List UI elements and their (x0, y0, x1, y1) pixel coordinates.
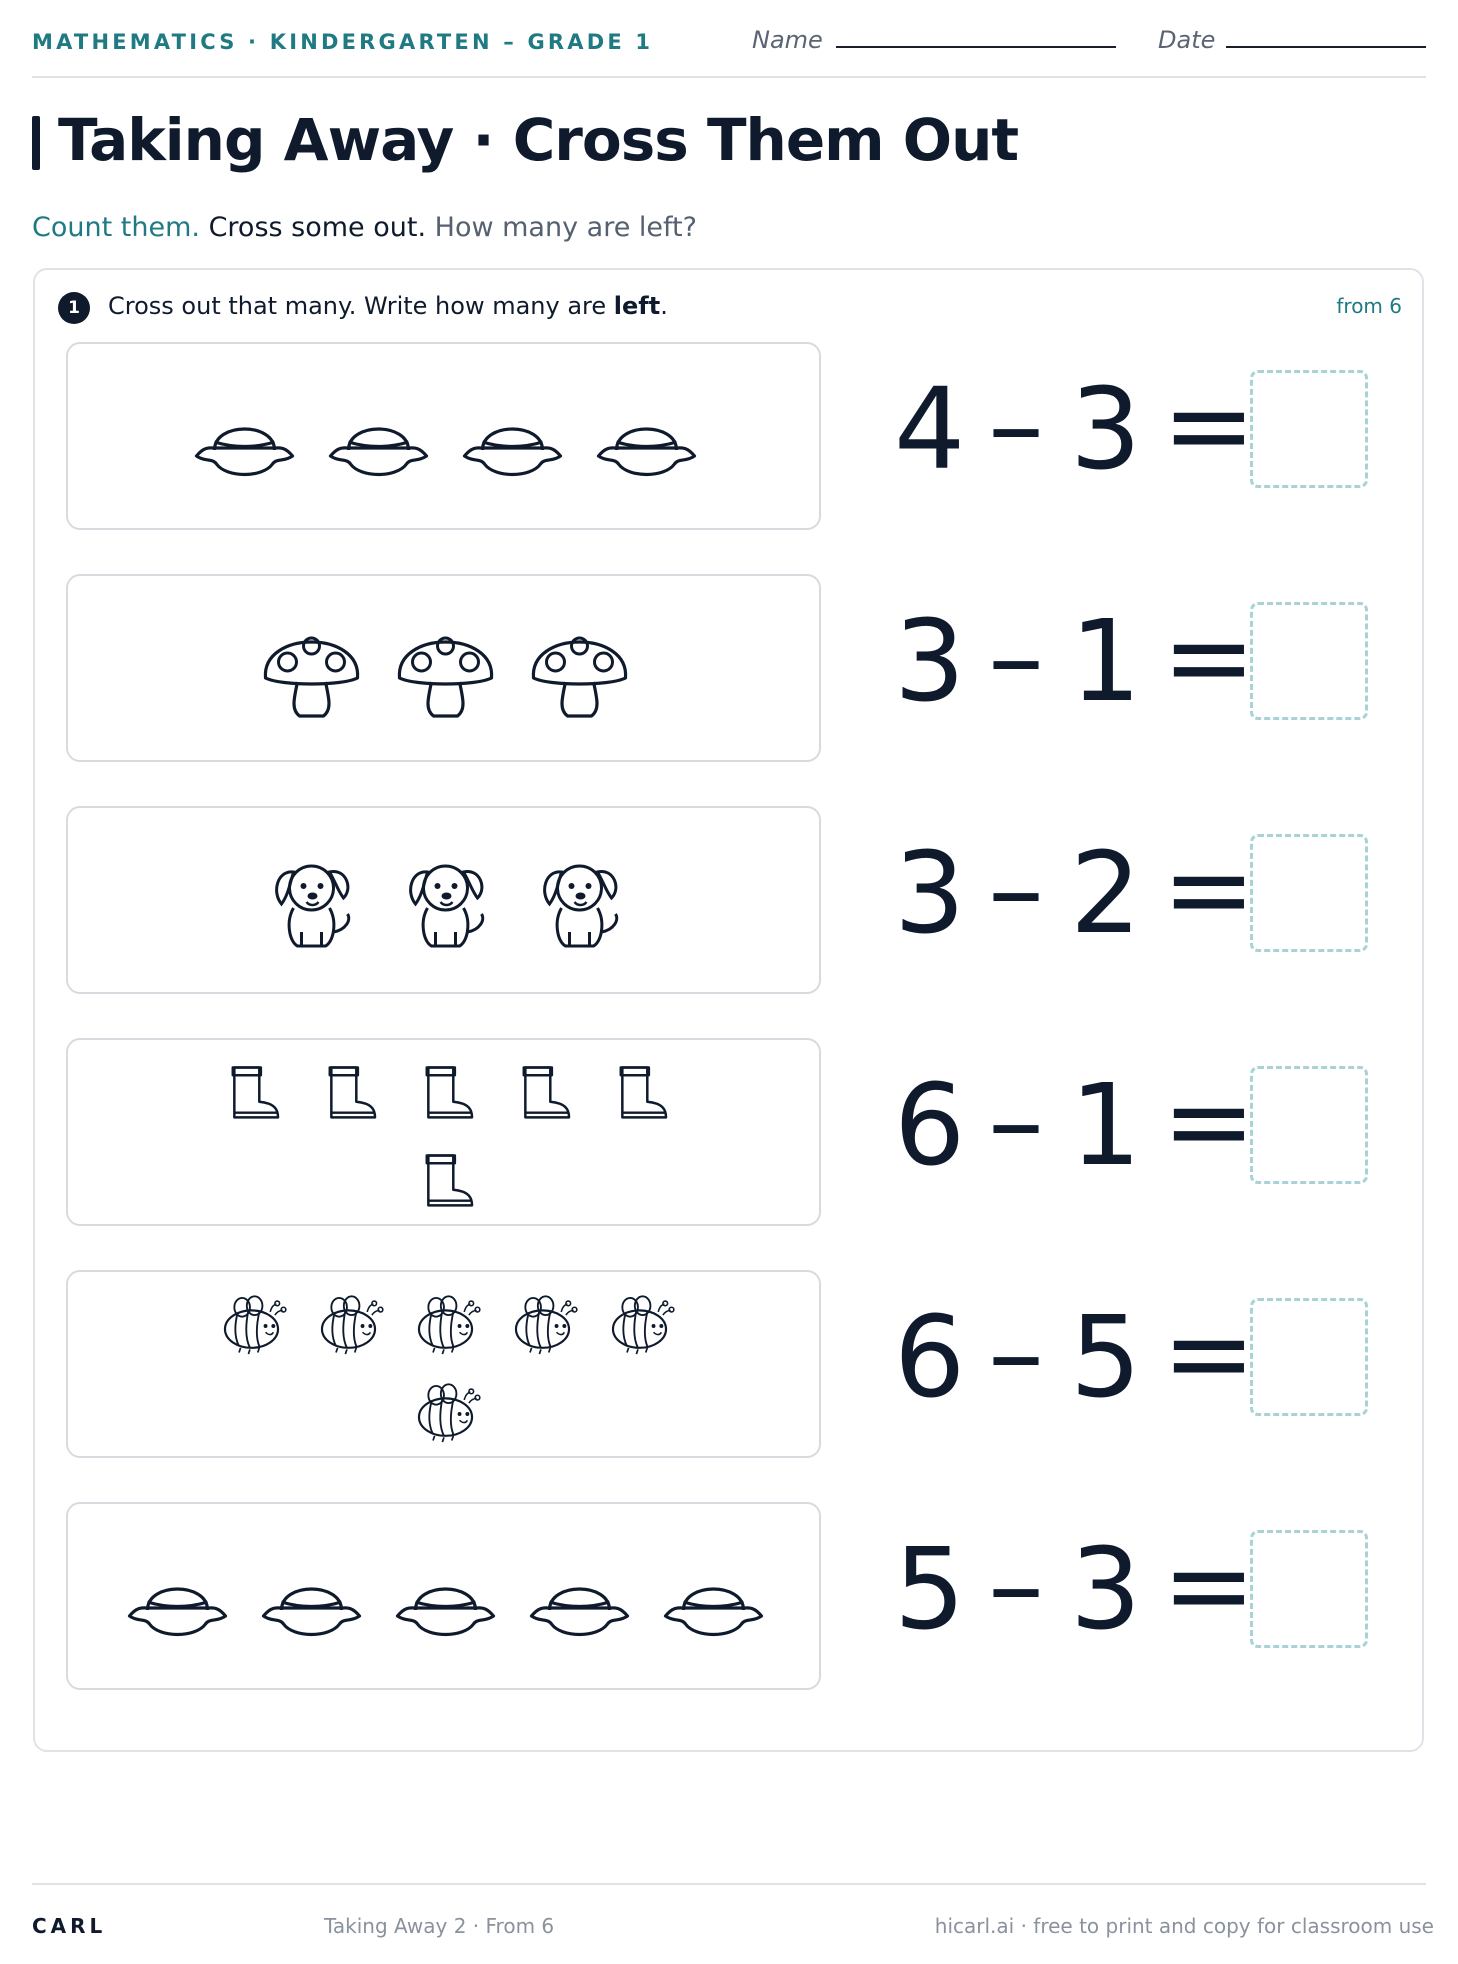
question-text (108, 292, 668, 320)
header-subject: MATHEMATICS · KINDERGARTEN – GRADE 1 (32, 30, 654, 54)
subtrahend: 3 (1070, 1525, 1142, 1655)
minuend: 3 (894, 829, 966, 959)
picture-box[interactable] (66, 1502, 821, 1690)
mushroom-icon[interactable] (533, 638, 625, 716)
boot-icon[interactable] (524, 1067, 569, 1117)
date-line[interactable] (1226, 46, 1426, 48)
name-line[interactable] (836, 46, 1116, 48)
equals-sign: = (1162, 825, 1256, 955)
title-accent-bar (32, 116, 40, 170)
answer-box[interactable] (1250, 834, 1368, 952)
mushroom-icon[interactable] (399, 638, 491, 716)
hat-icon[interactable] (398, 1589, 494, 1635)
equation (880, 1502, 1400, 1690)
answer-box[interactable] (1250, 1066, 1368, 1184)
picture-group (68, 1504, 823, 1692)
hat-icon[interactable] (130, 1589, 226, 1635)
puppy-icon[interactable] (411, 866, 483, 946)
minus-sign: – (988, 593, 1044, 723)
picture-box[interactable] (66, 1270, 821, 1458)
puppy-icon[interactable] (277, 866, 349, 946)
minuend: 4 (894, 365, 966, 495)
boot-icon[interactable] (233, 1067, 278, 1117)
hat-icon[interactable] (197, 429, 293, 475)
equation (880, 574, 1400, 762)
hat-icon[interactable] (666, 1589, 762, 1635)
hat-icon[interactable] (599, 429, 695, 475)
boot-icon[interactable] (427, 1155, 472, 1205)
minuend: 3 (894, 597, 966, 727)
question-number-badge: 1 (58, 292, 90, 324)
picture-box[interactable] (66, 342, 821, 530)
date-label: Date (1158, 26, 1216, 54)
picture-group (68, 1040, 823, 1228)
equals-sign: = (1162, 1521, 1256, 1651)
instruction-count: Count them. (32, 212, 200, 243)
subtrahend: 1 (1070, 1061, 1142, 1191)
bee-icon[interactable] (613, 1296, 674, 1354)
name-label: Name (752, 26, 823, 54)
equals-sign: = (1162, 1289, 1256, 1419)
minus-sign: – (988, 361, 1044, 491)
page-title: Taking Away · Cross Them Out (58, 106, 1019, 174)
answer-box[interactable] (1250, 370, 1368, 488)
answer-box[interactable] (1250, 1530, 1368, 1648)
puppy-icon[interactable] (545, 866, 617, 946)
question-tag: from 6 (1336, 294, 1402, 318)
minuend: 5 (894, 1525, 966, 1655)
footer-divider (32, 1883, 1426, 1885)
question-text-bold: left (613, 292, 661, 320)
picture-group (68, 808, 823, 996)
equals-sign: = (1162, 361, 1256, 491)
answer-box[interactable] (1250, 602, 1368, 720)
hat-icon[interactable] (532, 1589, 628, 1635)
boot-icon[interactable] (330, 1067, 375, 1117)
minuend: 6 (894, 1293, 966, 1423)
subtrahend: 1 (1070, 597, 1142, 727)
picture-group (68, 344, 823, 532)
minus-sign: – (988, 825, 1044, 955)
equation (880, 806, 1400, 994)
question-text-end: . (660, 292, 668, 320)
instructions (32, 212, 697, 243)
header-divider (32, 76, 1426, 78)
hat-icon[interactable] (465, 429, 561, 475)
picture-box[interactable] (66, 806, 821, 994)
bee-icon[interactable] (419, 1296, 480, 1354)
equation (880, 1038, 1400, 1226)
minus-sign: – (988, 1057, 1044, 1187)
equation (880, 1270, 1400, 1458)
minus-sign: – (988, 1521, 1044, 1651)
bee-icon[interactable] (419, 1384, 480, 1442)
bee-icon[interactable] (322, 1296, 383, 1354)
answer-box[interactable] (1250, 1298, 1368, 1416)
footer-center: Taking Away 2 · From 6 (324, 1914, 555, 1938)
footer-right: hicarl.ai · free to print and copy for classroom use (934, 1914, 1434, 1938)
equals-sign: = (1162, 1057, 1256, 1187)
footer-brand: CARL (32, 1914, 107, 1938)
equation (880, 342, 1400, 530)
subtrahend: 2 (1070, 829, 1142, 959)
picture-box[interactable] (66, 574, 821, 762)
picture-box[interactable] (66, 1038, 821, 1226)
instruction-cross: Cross some out. (208, 212, 427, 243)
picture-group (68, 576, 823, 764)
instruction-left: How many are left? (434, 212, 697, 243)
equals-sign: = (1162, 593, 1256, 723)
bee-icon[interactable] (225, 1296, 286, 1354)
picture-group (68, 1272, 823, 1460)
boot-icon[interactable] (621, 1067, 666, 1117)
bee-icon[interactable] (516, 1296, 577, 1354)
question-text-main: Cross out that many. Write how many are (108, 292, 614, 320)
hat-icon[interactable] (264, 1589, 360, 1635)
boot-icon[interactable] (427, 1067, 472, 1117)
subtrahend: 3 (1070, 365, 1142, 495)
subtrahend: 5 (1070, 1293, 1142, 1423)
minuend: 6 (894, 1061, 966, 1191)
mushroom-icon[interactable] (265, 638, 357, 716)
hat-icon[interactable] (331, 429, 427, 475)
minus-sign: – (988, 1289, 1044, 1419)
